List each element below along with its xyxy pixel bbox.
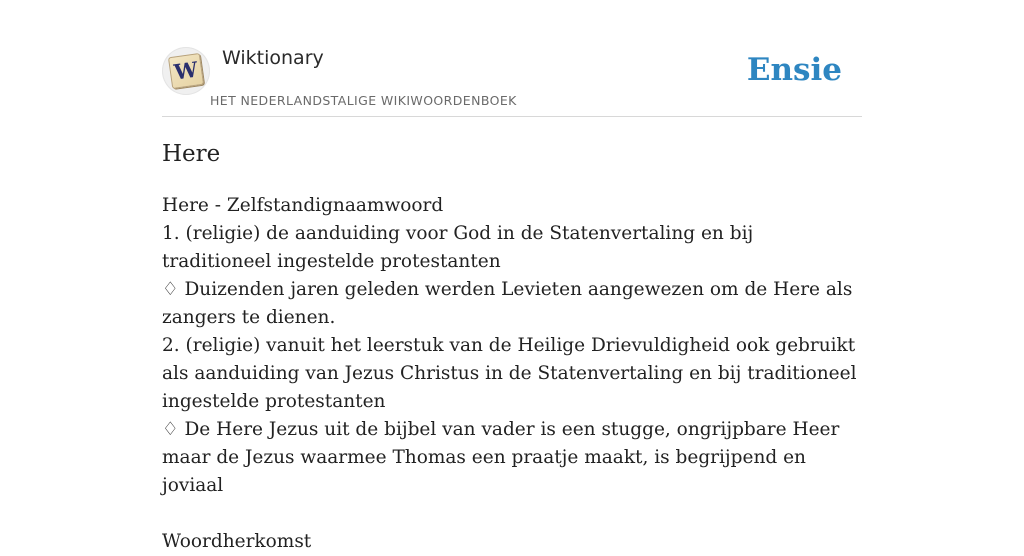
wiktionary-logo[interactable]: [162, 47, 210, 95]
logo-tile-icon: [168, 53, 204, 89]
definition-1: 1. (religie) de aanduiding voor God in de Statenvertaling en bij traditioneel ingestelde protestanten: [162, 223, 754, 272]
logo-letter: W: [172, 56, 200, 85]
part-of-speech-line: Here - Zelfstandignaamwoord: [162, 195, 444, 216]
example-1: ♢ Duizenden jaren geleden werden Levieten aangewezen om de Here als zangers te dienen.: [162, 279, 853, 328]
example-2: ♢ De Here Jezus uit de bijbel van vader is een stugge, ongrijpbare Heer maar de Jezus waarmee Thomas een praatje maakt, is begrijpend en joviaal: [162, 419, 840, 496]
brand-logo[interactable]: Ensie: [746, 52, 842, 88]
page: [162, 0, 862, 552]
page-title: Here: [162, 141, 221, 167]
etymology-heading: Woordherkomst: [162, 531, 312, 552]
definition-2: 2. (religie) vanuit het leerstuk van de Heilige Drievuldigheid ook gebruikt als aanduiding van Jezus Christus in de Statenvertaling en bij traditioneel ingestelde protestanten: [162, 335, 857, 412]
site-header: [162, 0, 862, 117]
site-subtitle: HET NEDERLANDSTALIGE WIKIWOORDENBOEK: [210, 93, 517, 108]
site-title[interactable]: Wiktionary: [222, 47, 324, 69]
entry-content: [162, 192, 862, 556]
